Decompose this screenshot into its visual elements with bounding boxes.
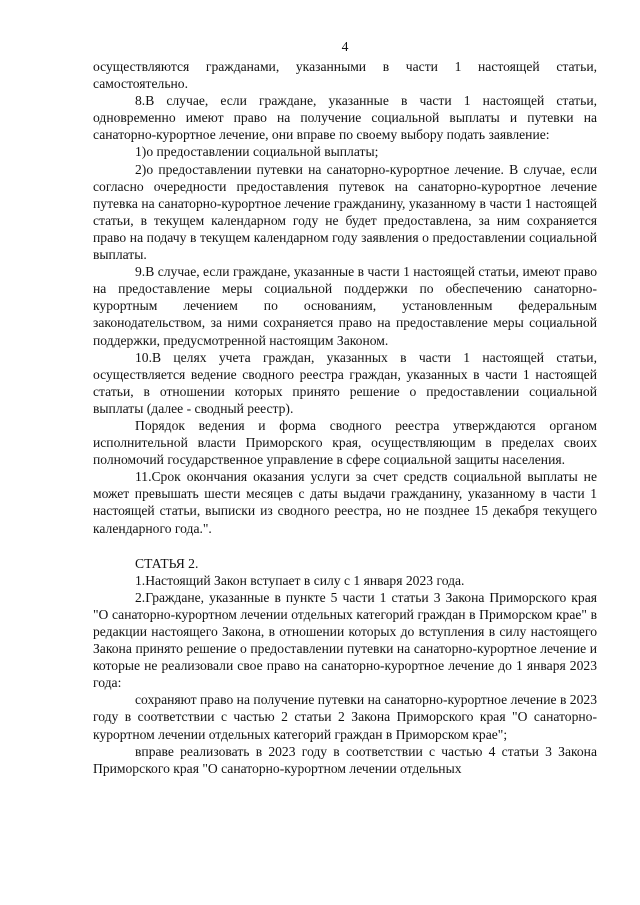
paragraph: сохраняют право на получение путевки на санаторно-курортное лечение в 2023 году в соответствии с частью 2 статьи 2 Закона Приморского края "О санаторно-курортном лечении отдельных категорий граждан в Приморском крае"; bbox=[93, 692, 597, 742]
paragraph: 11.Срок окончания оказания услуги за счет средств социальной выплаты не может превышать шести месяцев с даты выдачи гражданину, указанному в части 1 настоящей статьи, выписки из сводного реестра, но не позднее 15 декабря текущего календарного года.". bbox=[93, 469, 597, 536]
paragraph: вправе реализовать в 2023 году в соответствии с частью 4 статьи 3 Закона Приморского края "О санаторно-курортном лечении отдельных bbox=[93, 743, 597, 776]
paragraph: 1)о предоставлении социальной выплаты; bbox=[135, 144, 379, 160]
article-heading: СТАТЬЯ 2. bbox=[135, 555, 199, 571]
paragraph: 1.Настоящий Закон вступает в силу с 1 января 2023 года. bbox=[135, 572, 465, 588]
paragraph: Порядок ведения и форма сводного реестра утверждаются органом исполнительной власти Приморского края, осуществляющим в пределах своих полномочий государственное управление в сфере социальной защиты населения. bbox=[93, 417, 597, 468]
document-page bbox=[93, 38, 597, 777]
paragraph: 9.В случае, если граждане, указанные в части 1 настоящей статьи, имеют право на предоставление меры социальной поддержки по обеспечению санаторно-курортным лечением по основаниям, установленным федеральным законодательством, за ними сохраняется право на предоставление меры социальной поддержки, предусмотренной настоящим Законом. bbox=[93, 264, 597, 348]
paragraph: 10.В целях учета граждан, указанных в части 1 настоящей статьи, осуществляется ведение сводного реестра граждан, указанных в части 1 настоящей статьи, в отношении которых принято решение о предоставлении социальной выплаты (далее - сводный реестр). bbox=[93, 349, 597, 416]
paragraph: 8.В случае, если граждане, указанные в части 1 настоящей статьи, одновременно имеют право на получение социальной выплаты и путевки на санаторно-курортное лечение, они вправе по своему выбору подать заявление: bbox=[93, 93, 597, 143]
page-number: 4 bbox=[341, 39, 349, 54]
paragraph: 2.Граждане, указанные в пункте 5 части 1 статьи 3 Закона Приморского края "О санаторно-курортном лечении отдельных категорий граждан в Приморском крае" в редакции настоящего Закона, в отношении которых до вступления в силу настоящего Закона принято решение о предоставлении путевки на санаторно-курортное лечение и которые не реализовали свое право на санаторно-курортное лечение до 1 января 2023 года: bbox=[93, 589, 597, 691]
spacer bbox=[93, 537, 597, 555]
paragraph: 2)о предоставлении путевки на санаторно-курортное лечение. В случае, если согласно очередности предоставления путевок на санаторно-курортное лечение путевка на санаторно-курортное лечение гражданину, указанному в части 1 настоящей статьи, в текущем календарном году не будет предоставлена, за ним сохраняется право на подачу в текущем календарном году заявления о предоставлении социальной выплаты. bbox=[93, 161, 597, 263]
paragraph: осуществляются гражданами, указанными в части 1 настоящей статьи, самостоятельно. bbox=[93, 59, 597, 92]
